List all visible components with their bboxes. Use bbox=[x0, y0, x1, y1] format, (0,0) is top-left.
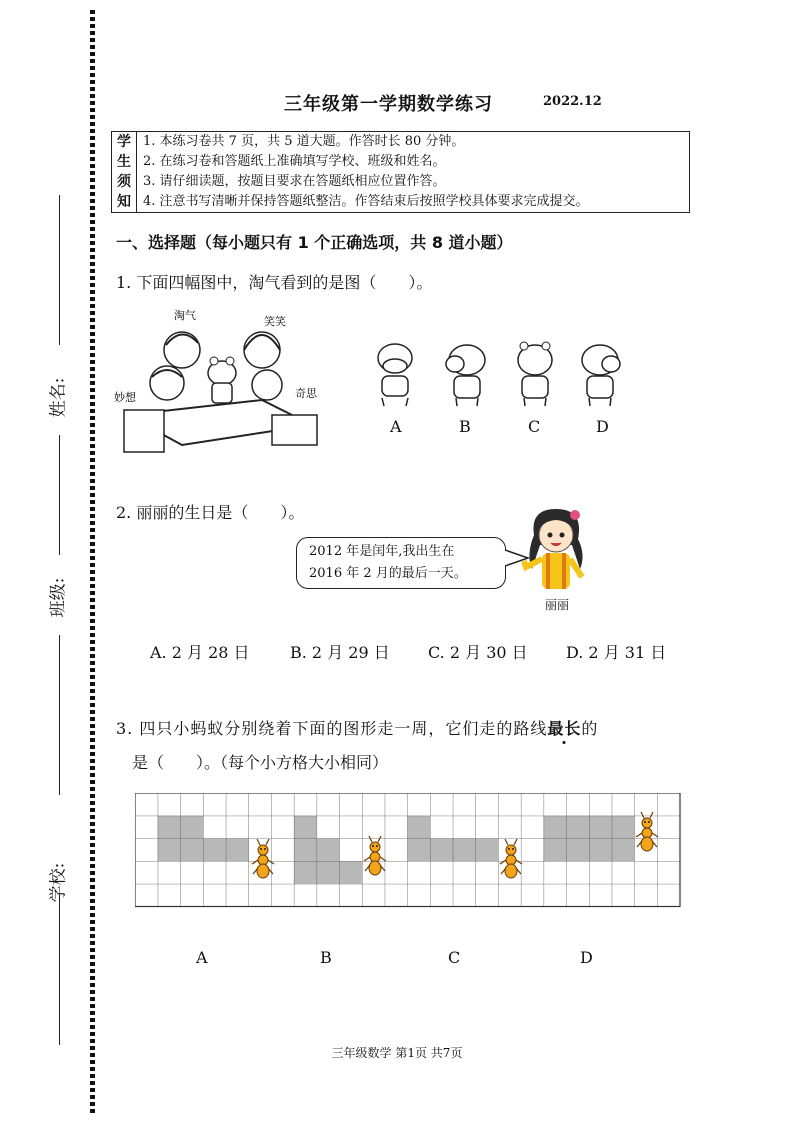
question-1: 1. 下面四幅图中，淘气看到的是图（ ）。 bbox=[116, 273, 433, 292]
notice-item: 3. 请仔细读题，按题目要求在答题纸相应位置作答。 bbox=[143, 174, 446, 189]
kids-around-table-illustration bbox=[112, 305, 327, 455]
name-label: 姓名: bbox=[48, 377, 69, 418]
notice-item: 2. 在练习卷和答题纸上准确填写学校、班级和姓名。 bbox=[143, 154, 446, 169]
q3-option-b: B bbox=[320, 948, 332, 967]
q1-option-a: A bbox=[390, 417, 402, 436]
question-3-line-2: 是（ ）。（每个小方格大小相同） bbox=[132, 753, 389, 772]
bubble-line-1: 2012 年是闰年,我出生在 bbox=[309, 544, 455, 559]
ant-path-grid bbox=[135, 793, 682, 908]
class-label: 班级: bbox=[48, 577, 69, 618]
school-underline bbox=[59, 895, 60, 1045]
q3-option-d: D bbox=[580, 948, 593, 967]
q2-option-b: B. 2 月 29 日 bbox=[290, 643, 390, 662]
hippo-view-c bbox=[518, 342, 552, 406]
emphasis-longest: 最长 bbox=[547, 719, 582, 738]
section-heading: 一、选择题（每小题只有 1 个正确选项，共 8 道小题） bbox=[116, 233, 513, 252]
notice-items bbox=[137, 132, 690, 213]
binding-dotted-line bbox=[90, 10, 95, 1115]
q2-option-c: C. 2 月 30 日 bbox=[428, 643, 528, 662]
kid-name-xiaoxiao: 笑笑 bbox=[264, 315, 286, 328]
girl-name: 丽丽 bbox=[545, 598, 570, 612]
notice-item: 4. 注意书写清晰并保持答题纸整洁。作答结束后按照学校具体要求完成提交。 bbox=[143, 194, 589, 209]
name-underline bbox=[59, 195, 60, 345]
class-underline-2 bbox=[59, 635, 60, 795]
exam-date: 2022.12 bbox=[543, 94, 602, 109]
class-underline bbox=[59, 435, 60, 555]
hippo-view-b bbox=[446, 345, 485, 406]
q1-option-c: C bbox=[528, 417, 541, 436]
kid-name-miaoxiang: 妙想 bbox=[114, 391, 136, 404]
hippo-view-a bbox=[378, 344, 412, 406]
q2-option-d: D. 2 月 31 日 bbox=[566, 643, 667, 662]
hippo-view-d bbox=[582, 345, 620, 406]
q1-option-b: B bbox=[459, 417, 471, 436]
notice-head: 学 生 须 知 bbox=[112, 132, 137, 213]
q1-option-d: D bbox=[596, 417, 609, 436]
question-3-line-1: 3. 四只小蚂蚁分别绕着下面的图形走一周，它们走的路线最长的 bbox=[116, 719, 599, 738]
q3-option-c: C bbox=[448, 948, 461, 967]
page-footer: 三年级数学 第1页 共7页 bbox=[331, 1046, 463, 1060]
notice-item: 1. 本练习卷共 7 页，共 5 道大题。作答时长 80 分钟。 bbox=[143, 134, 465, 149]
q2-option-a: A. 2 月 28 日 bbox=[150, 643, 250, 662]
notice-table bbox=[111, 131, 690, 213]
question-2: 2. 丽丽的生日是（ ）。 bbox=[116, 503, 305, 522]
speech-bubble bbox=[296, 537, 506, 589]
q3-option-a: A bbox=[196, 948, 208, 967]
girl-lili-illustration bbox=[520, 505, 592, 595]
school-label: 学校: bbox=[48, 862, 69, 903]
page-title: 三年级第一学期数学练习 bbox=[284, 94, 493, 115]
bubble-line-2: 2016 年 2 月的最后一天。 bbox=[309, 566, 467, 581]
hippo-views bbox=[370, 340, 630, 412]
kid-name-taoqi: 淘气 bbox=[174, 309, 196, 322]
kid-name-qisi: 奇思 bbox=[295, 387, 317, 400]
